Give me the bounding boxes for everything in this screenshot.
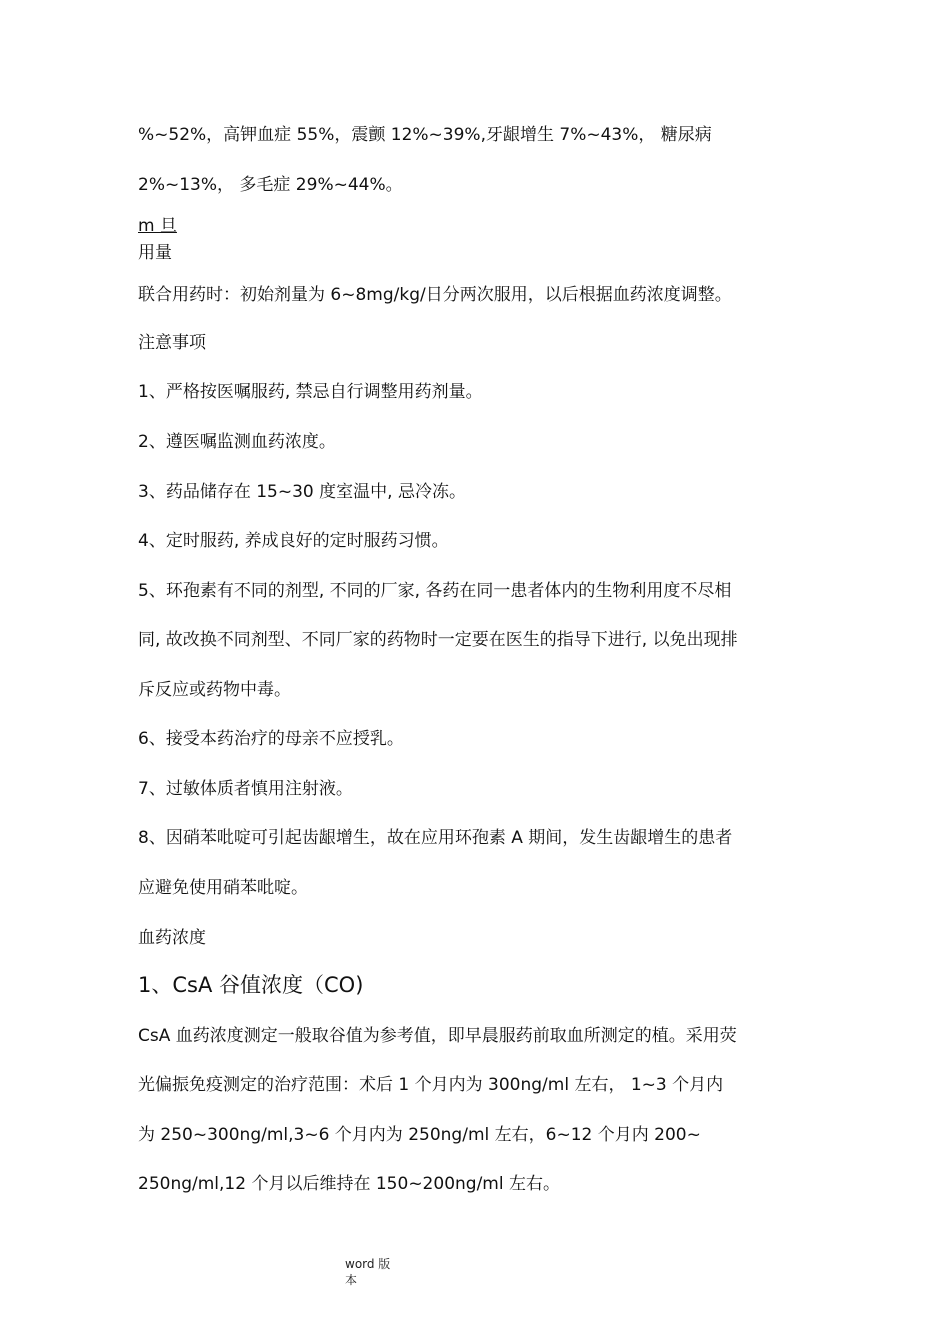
text-line: 250ng/ml,12 个月以后维持在 150~200ng/ml 左右。: [138, 1174, 560, 1194]
garbled-heading: m 旦: [138, 216, 177, 236]
text-line: 2%~13%， 多毛症 29%~44%。: [138, 175, 403, 195]
list-item: 3、药品储存在 15~30 度室温中, 忌冷冻。: [138, 482, 466, 502]
footer-line: word 版: [345, 1257, 391, 1271]
subheading: 1、CsA 谷值浓度（CO): [138, 973, 364, 997]
text-line: 光偏振免疫测定的治疗范围：术后 1 个月内为 300ng/ml 左右， 1~3 个月内: [138, 1075, 724, 1095]
footer-line: 本: [345, 1273, 358, 1287]
text-line: 联合用药时：初始剂量为 6~8mg/kg/日分两次服用，以后根据血药浓度调整。: [138, 285, 732, 305]
list-item: 7、过敏体质者慎用注射液。: [138, 779, 353, 799]
list-item: 8、因硝苯吡啶可引起齿龈增生，故在应用环孢素 A 期间，发生齿龈增生的患者: [138, 828, 733, 848]
page-footer: [345, 1256, 405, 1288]
list-item: 1、严格按医嘱服药, 禁忌自行调整用药剂量。: [138, 382, 483, 402]
text-line: 为 250~300ng/ml,3~6 个月内为 250ng/ml 左右，6~12 个月内 200~: [138, 1125, 701, 1145]
list-item: 4、定时服药, 养成良好的定时服药习惯。: [138, 531, 449, 551]
list-item: 6、接受本药治疗的母亲不应授乳。: [138, 729, 404, 749]
list-item: 2、遵医嘱监测血药浓度。: [138, 432, 336, 452]
list-item: 5、环孢素有不同的剂型, 不同的厂家, 各药在同一患者体内的生物利用度不尽相: [138, 581, 732, 601]
text-line: 斥反应或药物中毒。: [138, 680, 291, 700]
section-heading-blood-concentration: 血药浓度: [138, 928, 206, 948]
text-line: %~52%，高钾血症 55%，震颤 12%~39%,牙龈增生 7%~43%， 糖尿病: [138, 125, 712, 145]
section-heading-precautions: 注意事项: [138, 333, 206, 353]
section-heading-dosage: 用量: [138, 243, 172, 263]
text-line: 同, 故改换不同剂型、不同厂家的药物时一定要在医生的指导下进行, 以免出现排: [138, 630, 738, 650]
text-line: 应避免使用硝苯吡啶。: [138, 878, 308, 898]
text-line: CsA 血药浓度测定一般取谷值为参考值，即早晨服药前取血所测定的植。采用荧: [138, 1026, 737, 1046]
